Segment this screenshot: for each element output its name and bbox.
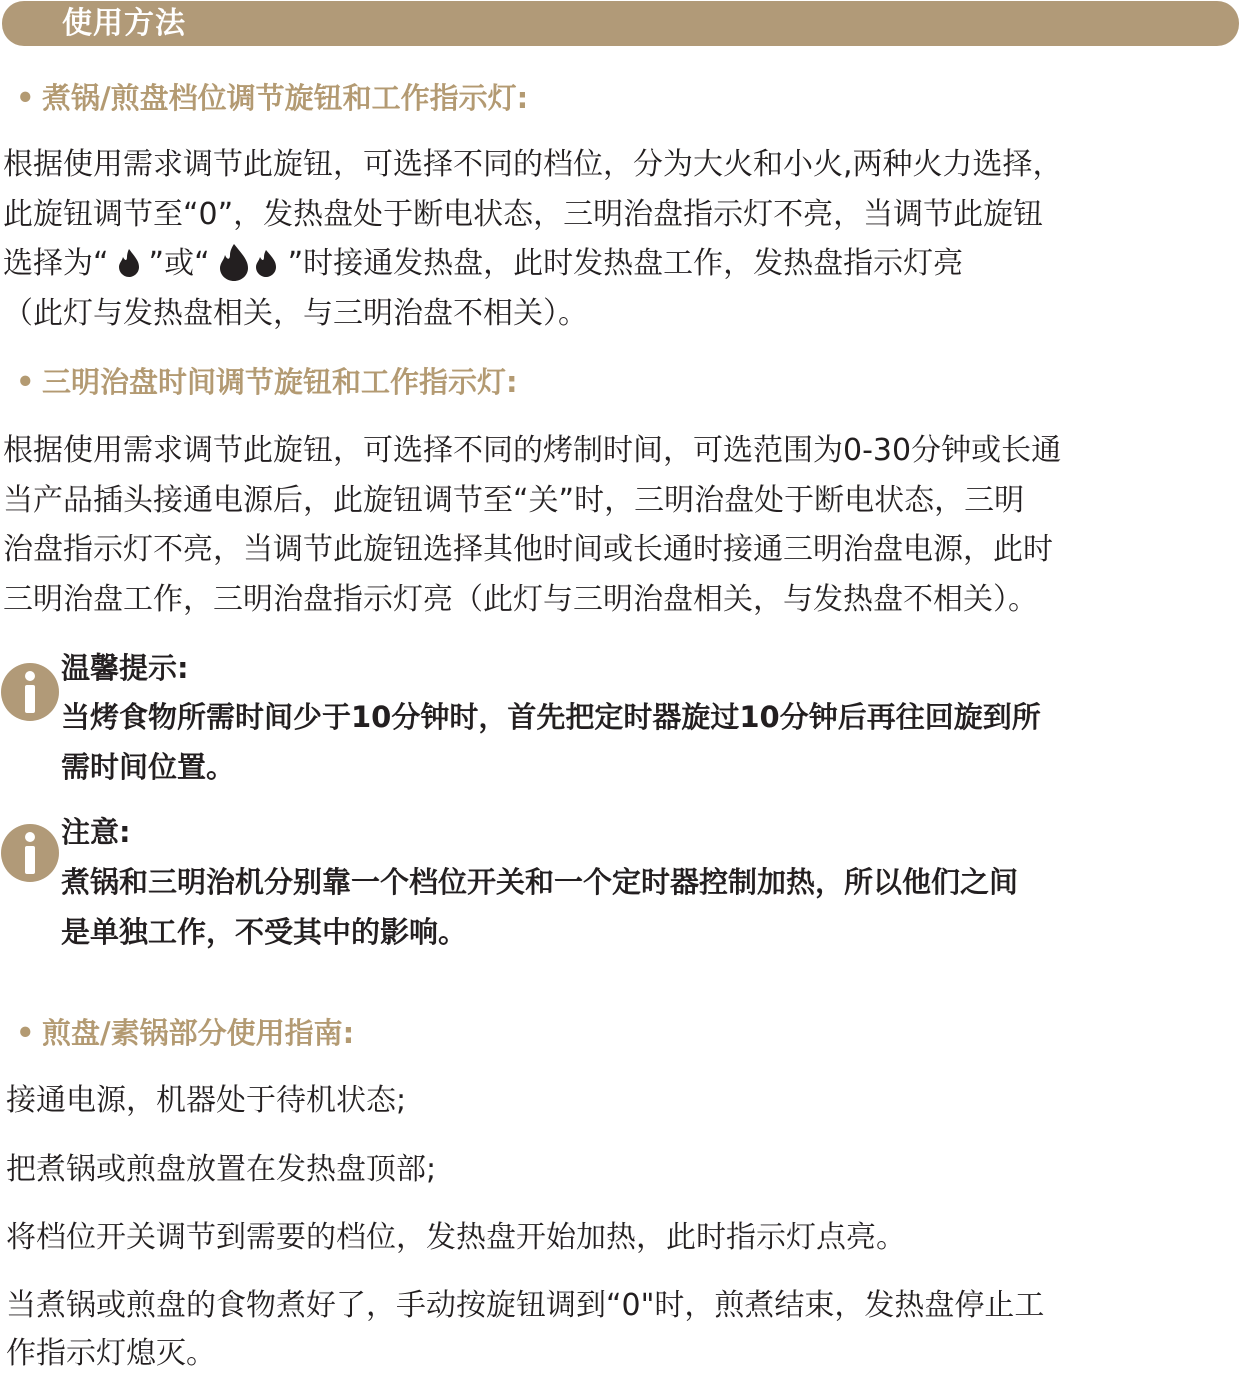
tip-line: 是单独工作，不受其中的影响。 bbox=[61, 915, 468, 949]
bullet: • bbox=[16, 81, 35, 115]
heading-text: 三明治盘时间调节旋钮和工作指示灯: bbox=[42, 365, 518, 399]
bullet: • bbox=[16, 1016, 35, 1050]
paragraph-line: （此灯与发热盘相关，与三明治盘不相关）。 bbox=[3, 295, 588, 331]
paragraph-pan-knob bbox=[3, 140, 1239, 338]
guide-step bbox=[6, 1282, 1044, 1378]
text-segment: ”时接通发热盘，此时发热盘工作，发热盘指示灯亮 bbox=[287, 246, 964, 281]
paragraph-line: 根据使用需求调节此旋钮，可选择不同的烤制时间，可选范围为0-30分钟或长通 bbox=[3, 433, 1062, 468]
paragraph-line-with-icons bbox=[3, 239, 1239, 289]
tip-title: 温馨提示: bbox=[61, 651, 189, 685]
tip-body bbox=[61, 692, 1041, 792]
tip-title: 注意: bbox=[61, 815, 131, 849]
single-flame-icon bbox=[109, 245, 149, 279]
paragraph-sandwich-timer bbox=[3, 426, 1239, 624]
tip-body bbox=[61, 857, 1018, 957]
paragraph-line: 治盘指示灯不亮，当调节此旋钮选择其他时间或长通时接通三明治盘电源，此时 bbox=[3, 532, 1053, 567]
guide-step: 把煮锅或煎盘放置在发热盘顶部; bbox=[6, 1152, 437, 1187]
heading-text: 煮锅/煎盘档位调节旋钮和工作指示灯: bbox=[42, 81, 529, 115]
paragraph-line: 根据使用需求调节此旋钮，可选择不同的档位，分为大火和小火,两种火力选择， bbox=[3, 147, 1063, 182]
guide-step-line: 当煮锅或煎盘的食物煮好了，手动按旋钮调到“0"时，煎煮结束，发热盘停止工 bbox=[6, 1288, 1045, 1323]
text-segment: 选择为“ bbox=[3, 246, 109, 281]
section-heading-guide bbox=[16, 1013, 354, 1053]
guide-step: 将档位开关调节到需要的档位，发热盘开始加热，此时指示灯点亮。 bbox=[6, 1220, 906, 1255]
bullet: • bbox=[16, 365, 35, 399]
tip-line: 需时间位置。 bbox=[61, 750, 236, 784]
paragraph-line: 三明治盘工作，三明治盘指示灯亮（此灯与三明治盘相关，与发热盘不相关）。 bbox=[3, 581, 1038, 617]
guide-step-line: 作指示灯熄灭。 bbox=[6, 1336, 216, 1371]
text-segment: ”或“ bbox=[148, 246, 210, 281]
guide-step: 接通电源，机器处于待机状态; bbox=[6, 1083, 407, 1118]
heading-text: 煎盘/素锅部分使用指南: bbox=[42, 1016, 355, 1050]
section-header-bar bbox=[2, 1, 1239, 46]
section-heading-sandwich-timer bbox=[16, 362, 518, 402]
paragraph-line: 此旋钮调节至“0”，发热盘处于断电状态，三明治盘指示灯不亮，当调节此旋钮 bbox=[3, 196, 1044, 232]
tip-line: 煮锅和三明治机分别靠一个档位开关和一个定时器控制加热，所以他们之间 bbox=[61, 865, 1019, 899]
paragraph-line: 当产品插头接通电源后，此旋钮调节至“关”时，三明治盘处于断电状态，三明 bbox=[3, 482, 1025, 518]
info-icon bbox=[1, 663, 59, 721]
tip-line: 当烤食物所需时间少于10分钟时，首先把定时器旋过10分钟后再往回旋到所 bbox=[61, 700, 1041, 734]
page-title: 使用方法 bbox=[62, 6, 186, 41]
section-heading-pan-knob bbox=[16, 78, 528, 118]
info-icon bbox=[1, 824, 59, 882]
double-flame-icon bbox=[210, 242, 288, 282]
